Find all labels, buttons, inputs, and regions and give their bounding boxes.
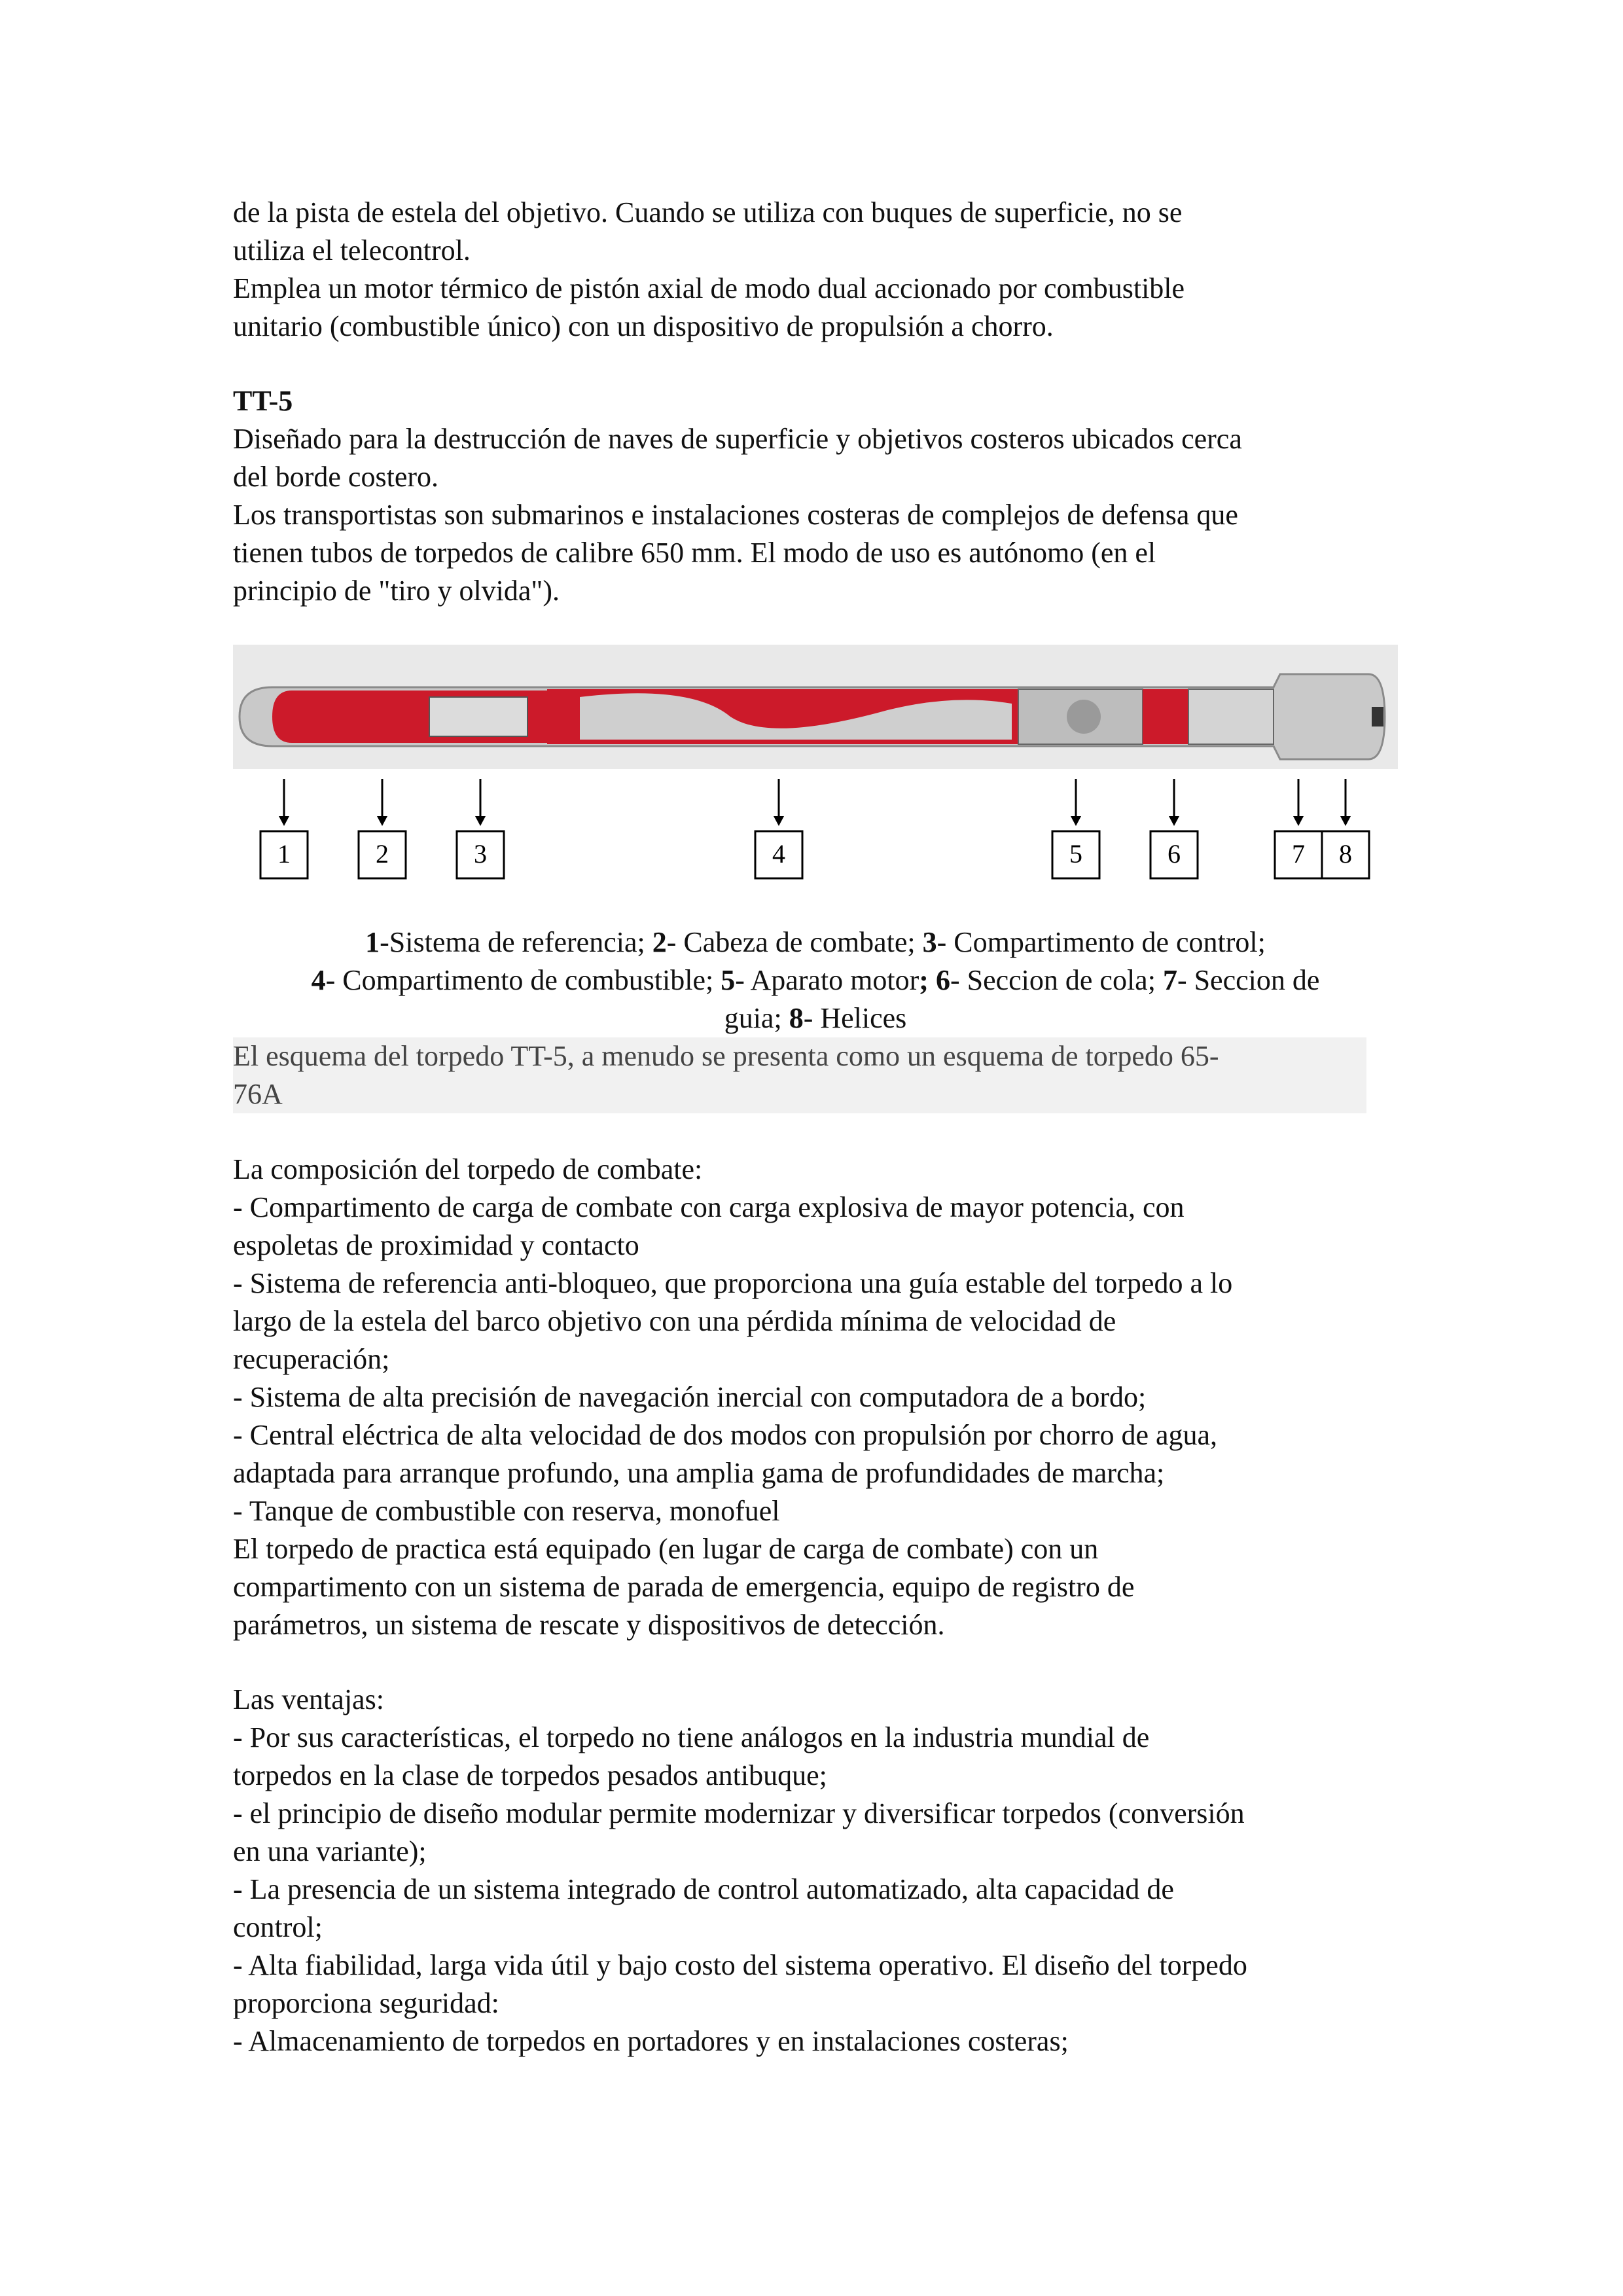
label-number: 7 — [1292, 839, 1305, 869]
caption-text: - Compartimento de control; — [936, 926, 1266, 958]
caption-text: -Sistema de referencia; — [380, 926, 652, 958]
text-line: en una variante); — [233, 1835, 427, 1867]
text-line: - Sistema de alta precisión de navegación inercial con computadora de a bordo; — [233, 1381, 1147, 1413]
text-line: Las ventajas: — [233, 1683, 384, 1715]
text-line: - Central eléctrica de alta velocidad de dos modos con propulsión por chorro de agua, — [233, 1419, 1218, 1451]
text-line: - Almacenamiento de torpedos en portadores y en instalaciones costeras; — [233, 2025, 1069, 2057]
text-line: unitario (combustible único) con un dispositivo de propulsión a chorro. — [233, 310, 1054, 342]
label-2 — [359, 779, 406, 878]
caption-number: 7 — [1162, 964, 1177, 996]
engine-red-band — [1143, 689, 1188, 744]
figure-caption — [233, 924, 1398, 1037]
text-line: - Compartimento de carga de combate con carga explosiva de mayor potencia, con — [233, 1191, 1185, 1223]
intro-paragraph — [233, 194, 1398, 346]
caption-number: 2 — [652, 926, 667, 958]
text-line: - Alta fiabilidad, larga vida útil y bajo costo del sistema operativo. El diseño del torpedo — [233, 1949, 1247, 1981]
caption-text: - Seccion de — [1177, 964, 1320, 996]
text-line: - La presencia de un sistema integrado de control automatizado, alta capacidad de — [233, 1873, 1174, 1905]
text-line: adaptada para arranque profundo, una amplia gama de profundidades de marcha; — [233, 1457, 1165, 1489]
text-line: recuperación; — [233, 1343, 390, 1375]
text-line: del borde costero. — [233, 461, 438, 493]
caption-text: - Helices — [803, 1002, 907, 1034]
label-number: 3 — [474, 839, 487, 869]
text-line: - Por sus características, el torpedo no tiene análogos en la industria mundial de — [233, 1721, 1150, 1753]
tail-exhaust — [1372, 707, 1383, 726]
text-line: control; — [233, 1911, 323, 1943]
caption-semicolon: ; — [919, 964, 929, 996]
engine-detail — [1067, 700, 1101, 734]
text-line: principio de "tiro y olvida"). — [233, 575, 560, 607]
caption-number: 6 — [935, 964, 950, 996]
text-line: espoletas de proximidad y contacto — [233, 1229, 639, 1261]
text-line: Emplea un motor térmico de pistón axial de modo dual accionado por combustible — [233, 272, 1185, 304]
diagram-note — [233, 1037, 1366, 1113]
label-8 — [1322, 779, 1369, 878]
text-line: parámetros, un sistema de rescate y dispositivos de detección. — [233, 1609, 945, 1641]
caption-number: 3 — [922, 926, 937, 958]
label-3 — [457, 779, 504, 878]
caption-number: 4 — [311, 964, 326, 996]
label-number: 2 — [376, 839, 389, 869]
advantages-section — [233, 1681, 1398, 2060]
text-line: La composición del torpedo de combate: — [233, 1153, 703, 1185]
text-line: de la pista de estela del objetivo. Cuando se utiliza con buques de superficie, no se — [233, 196, 1183, 228]
label-7 — [1275, 779, 1322, 878]
caption-line — [233, 961, 1398, 999]
label-4 — [755, 779, 802, 878]
tt5-description — [233, 420, 1398, 610]
label-1 — [260, 779, 308, 878]
text-line: utiliza el telecontrol. — [233, 234, 471, 266]
text-line: tienen tubos de torpedos de calibre 650 mm. El modo de uso es autónomo (en el — [233, 537, 1156, 569]
tail-section — [1188, 689, 1274, 744]
text-line: El torpedo de practica está equipado (en lugar de carga de combate) con un — [233, 1533, 1099, 1565]
caption-number: 1 — [365, 926, 380, 958]
label-number: 6 — [1168, 839, 1181, 869]
label-number: 8 — [1339, 839, 1352, 869]
caption-text: - Cabeza de combate; — [666, 926, 923, 958]
composition-section — [233, 1151, 1398, 1644]
text-line: 76A — [233, 1078, 283, 1110]
torpedo-diagram — [233, 645, 1398, 880]
text-line: proporciona seguridad: — [233, 1987, 499, 2019]
text-line: - Tanque de combustible con reserva, monofuel — [233, 1495, 780, 1527]
label-number: 1 — [277, 839, 291, 869]
label-number: 4 — [772, 839, 785, 869]
caption-number: 8 — [789, 1002, 804, 1034]
caption-text: guia; — [724, 1002, 789, 1034]
label-6 — [1150, 779, 1198, 878]
text-line: - Sistema de referencia anti-bloqueo, que proporciona una guía estable del torpedo a lo — [233, 1267, 1233, 1299]
caption-line — [233, 924, 1398, 961]
label-number: 5 — [1069, 839, 1082, 869]
text-line: Los transportistas son submarinos e instalaciones costeras de complejos de defensa que — [233, 499, 1238, 531]
caption-line — [233, 999, 1398, 1037]
caption-text: - Seccion de cola; — [950, 964, 1163, 996]
caption-number: 5 — [721, 964, 736, 996]
caption-text: - Aparato motor — [735, 964, 919, 996]
text-line: torpedos en la clase de torpedos pesados antibuque; — [233, 1759, 827, 1791]
homing-section-cutaway — [272, 691, 410, 743]
label-5 — [1052, 779, 1099, 878]
text-line: compartimento con un sistema de parada de emergencia, equipo de registro de — [233, 1571, 1135, 1603]
text-line: largo de la estela del barco objetivo con una pérdida mínima de velocidad de — [233, 1305, 1116, 1337]
control-compartment — [429, 697, 527, 736]
text-line: El esquema del torpedo TT-5, a menudo se presenta como un esquema de torpedo 65- — [233, 1040, 1219, 1072]
section-heading-tt5: TT-5 — [233, 385, 293, 417]
text-line: - el principio de diseño modular permite modernizar y diversificar torpedos (conversión — [233, 1797, 1245, 1829]
text-line: Diseñado para la destrucción de naves de superficie y objetivos costeros ubicados cerca — [233, 423, 1242, 455]
caption-text: - Compartimento de combustible; — [325, 964, 721, 996]
